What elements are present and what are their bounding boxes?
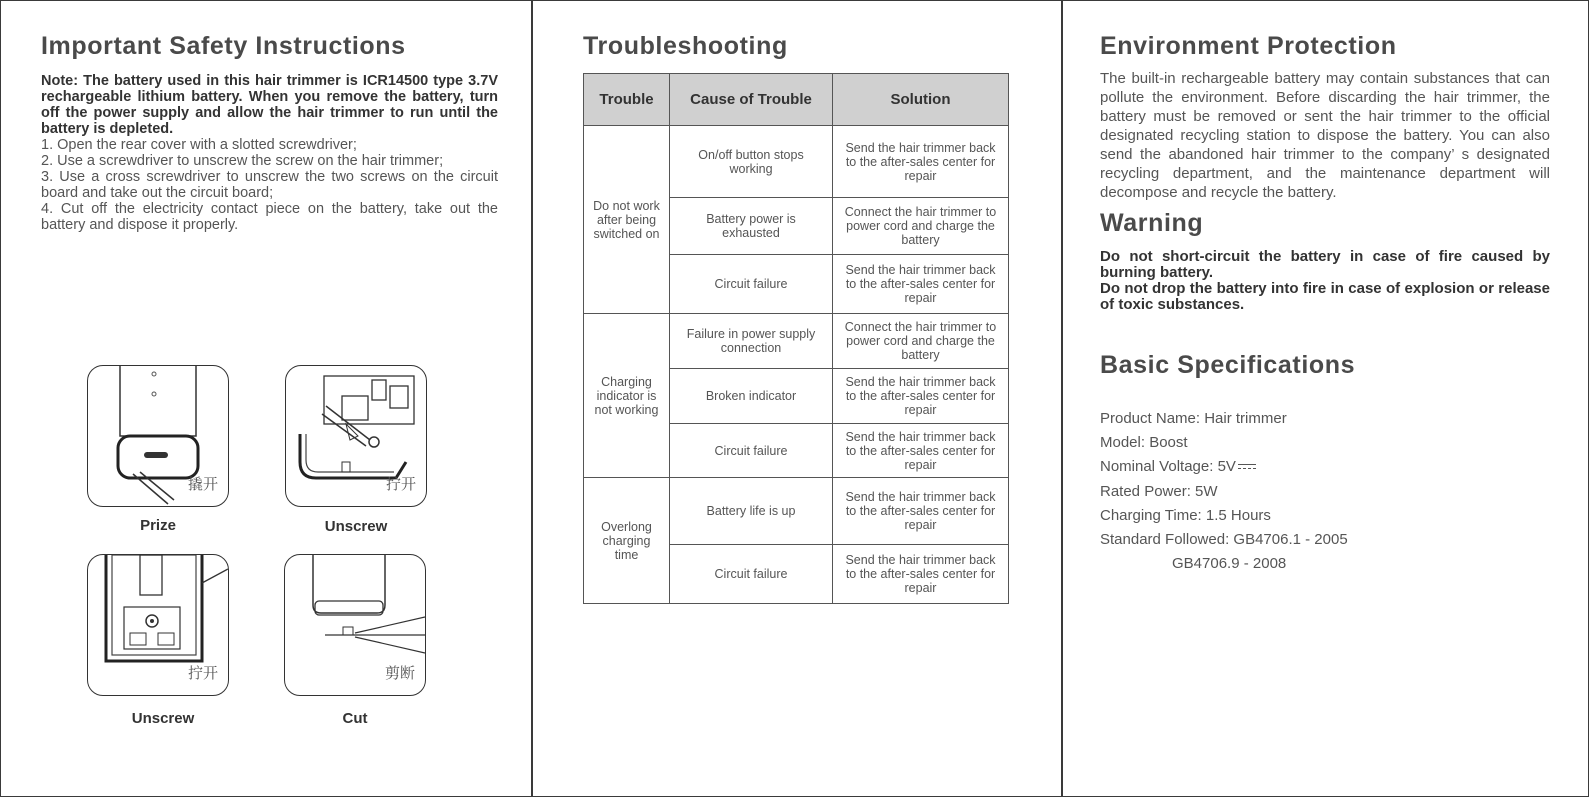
- environment-text: The built-in rechargeable battery may contain substances that can pollute the environment. Before discarding the hair trimmer, the battery must be removed or sent the hair trimmer to the official designated recycling station to dispose the battery. You can also send the abandoned hair trimmer to the company’ s designated recycling department, and the maintenance department will decompose and recycle the battery.: [1100, 70, 1550, 201]
- troubleshooting-column: [531, 1, 1061, 796]
- dc-symbol-icon: [1238, 463, 1256, 471]
- cause-cell: Battery power is exhausted: [670, 198, 833, 255]
- spec-product-name: Product Name: Hair trimmer: [1100, 410, 1287, 427]
- figure-cn-label: 拧开: [385, 475, 416, 493]
- safety-body: [41, 73, 498, 233]
- solution-cell: Connect the hair trimmer to power cord and charge the battery: [833, 314, 1009, 369]
- solution-cell: Send the hair trimmer back to the after-sales center for repair: [833, 545, 1009, 604]
- figure-cn-label: 拧开: [187, 664, 218, 682]
- solution-cell: Send the hair trimmer back to the after-sales center for repair: [833, 478, 1009, 545]
- figure-caption: Unscrew: [131, 710, 195, 727]
- spec-charging-time: Charging Time: 1.5 Hours: [1100, 506, 1271, 524]
- cause-cell: Battery life is up: [670, 478, 833, 545]
- spec-standard-1: Standard Followed: GB4706.1 - 2005: [1100, 530, 1348, 548]
- spec-standard-2: GB4706.9 - 2008: [1172, 555, 1287, 573]
- figure-cn-label: 撬开: [187, 475, 218, 493]
- warning-text: [1100, 249, 1550, 313]
- table-row: [584, 314, 1009, 369]
- specifications-list: [1100, 409, 1550, 578]
- cause-cell: Circuit failure: [670, 545, 833, 604]
- trouble-cell: Overlong charging time: [584, 478, 670, 604]
- figure-prize: [87, 365, 229, 507]
- header-cause: Cause of Trouble: [670, 74, 833, 126]
- warning-line: Do not drop the battery into fire in case of explosion or release of toxic substances.: [1100, 280, 1550, 313]
- solution-cell: Send the hair trimmer back to the after-sales center for repair: [833, 369, 1009, 424]
- header-trouble: Trouble: [584, 74, 670, 126]
- spec-voltage: Nominal Voltage: 5V: [1100, 458, 1236, 476]
- cause-cell: Circuit failure: [670, 255, 833, 314]
- troubleshooting-table: [583, 73, 1009, 604]
- solution-cell: Send the hair trimmer back to the after-sales center for repair: [833, 424, 1009, 478]
- solution-cell: Send the hair trimmer back to the after-sales center for repair: [833, 126, 1009, 198]
- solution-cell: Send the hair trimmer back to the after-sales center for repair: [833, 255, 1009, 314]
- figure-cut: [284, 554, 426, 696]
- spec-voltage-row: [1100, 457, 1550, 481]
- trouble-cell: Do not work after being switched on: [584, 126, 670, 314]
- spec-model: Model: Boost: [1100, 434, 1188, 452]
- safety-steps: [41, 137, 498, 233]
- safety-step: 1. Open the rear cover with a slotted screwdriver;: [41, 137, 357, 153]
- cause-cell: Broken indicator: [670, 369, 833, 424]
- spec-power: Rated Power: 5W: [1100, 482, 1218, 500]
- safety-step: 4. Cut off the electricity contact piece on the battery, take out the battery and dispose it properly.: [41, 201, 498, 233]
- figure-cn-label: 剪断: [384, 664, 415, 682]
- safety-step: 2. Use a screwdriver to unscrew the screw on the hair trimmer;: [41, 153, 444, 169]
- table-header-row: [584, 74, 1009, 126]
- safety-column: [1, 1, 531, 796]
- specifications-title: Basic Specifications: [1100, 351, 1356, 379]
- cause-cell: Failure in power supply connection: [670, 314, 833, 369]
- cause-cell: Circuit failure: [670, 424, 833, 478]
- safety-step: 3. Use a cross screwdriver to unscrew the two screws on the circuit board and take out the circuit board;: [41, 169, 498, 201]
- troubleshooting-title: Troubleshooting: [583, 32, 788, 60]
- warning-line: Do not short-circuit the battery in case of fire caused by burning battery.: [1100, 248, 1550, 281]
- solution-cell: Connect the hair trimmer to power cord and charge the battery: [833, 198, 1009, 255]
- environment-title: Environment Protection: [1100, 32, 1397, 60]
- figure-caption: Prize: [140, 517, 176, 534]
- cause-cell: On/off button stops working: [670, 126, 833, 198]
- info-column: [1061, 1, 1589, 796]
- figure-caption: Cut: [342, 710, 368, 727]
- table-row: [584, 478, 1009, 545]
- trouble-cell: Charging indicator is not working: [584, 314, 670, 478]
- figure-unscrew-1: [285, 365, 427, 507]
- table-row: [584, 126, 1009, 198]
- safety-title: Important Safety Instructions: [41, 32, 406, 60]
- safety-note: Note: The battery used in this hair trimmer is ICR14500 type 3.7V rechargeable lithium battery. When you remove the battery, turn off the power supply and allow the hair trimmer to run until the battery is depleted.: [41, 73, 498, 137]
- warning-title: Warning: [1100, 209, 1204, 237]
- figure-caption: Unscrew: [324, 518, 388, 535]
- header-solution: Solution: [833, 74, 1009, 126]
- figure-unscrew-2: [87, 554, 229, 696]
